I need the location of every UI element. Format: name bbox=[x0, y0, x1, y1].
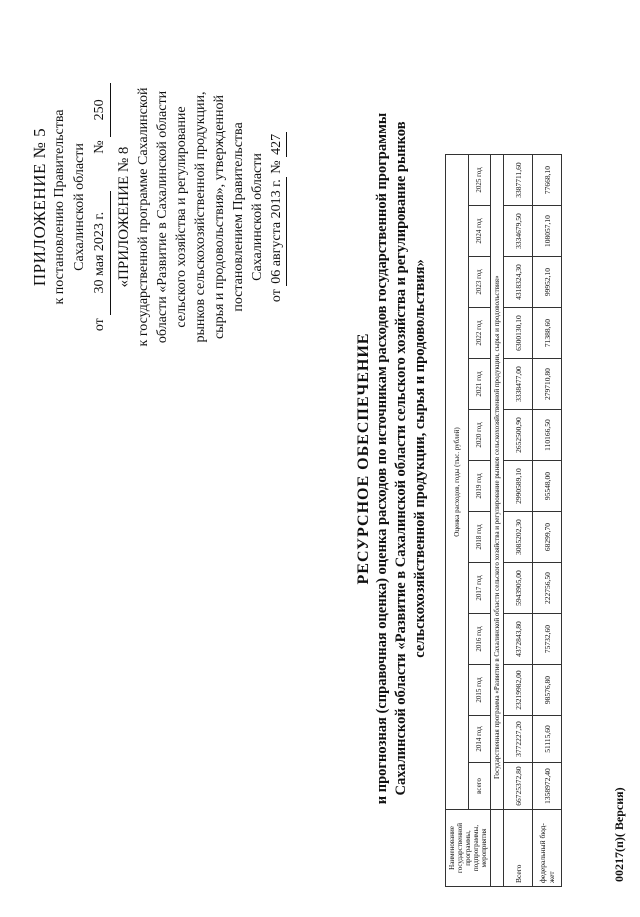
section-title: Государственная программа «Развитие в Сахалинской области сельского хозяйства и регулирование рынков сельскохозяйственной продукции, сырья и продовольствия» bbox=[491, 155, 504, 810]
appendix-from-label: от bbox=[92, 318, 107, 332]
table-cell: 108057,10 bbox=[533, 206, 562, 257]
table-cell: 3772227,20 bbox=[504, 716, 533, 763]
table-cell: 23219982,00 bbox=[504, 665, 533, 716]
table-cell: 75732,60 bbox=[533, 614, 562, 665]
col-header: 2020 год bbox=[468, 410, 491, 461]
appendix-orig-block bbox=[115, 87, 287, 347]
table-cell: 2652500,90 bbox=[504, 410, 533, 461]
heading-line3: сельскохозяйственной продукции, сырья и продовольствия» bbox=[412, 259, 428, 658]
table-cell: 3387711,60 bbox=[504, 155, 533, 206]
col-header: 2025 год bbox=[468, 155, 491, 206]
footer-version: 00217(п)( Версия) bbox=[612, 787, 626, 882]
heading-title: РЕСУРСНОЕ ОБЕСПЕЧЕНИЕ bbox=[355, 332, 372, 585]
table-row bbox=[504, 155, 533, 887]
table-cell: 71388,60 bbox=[533, 308, 562, 359]
table-cell: 110166,50 bbox=[533, 410, 562, 461]
col-header: 2018 год bbox=[468, 512, 491, 563]
table-cell: 2990589,10 bbox=[504, 461, 533, 512]
appendix-orig-date: 06 августа 2013 г. bbox=[267, 177, 287, 285]
col-header: 2021 год bbox=[468, 359, 491, 410]
appendix-number: 250 bbox=[90, 83, 111, 137]
col-header: 2019 год bbox=[468, 461, 491, 512]
table-cell: 3338477,00 bbox=[504, 359, 533, 410]
section-empty-cell bbox=[491, 810, 504, 887]
table-cell: 1358972,40 bbox=[533, 763, 562, 810]
table-cell: 5943905,00 bbox=[504, 563, 533, 614]
col-header: всего bbox=[468, 763, 491, 810]
appendix-block bbox=[30, 37, 111, 377]
appendix-num-label: № bbox=[92, 140, 107, 154]
col-header: 2014 год bbox=[468, 716, 491, 763]
row-label: федеральный бюд-жет bbox=[533, 810, 562, 887]
appendix-date: 30 мая 2023 г. bbox=[90, 191, 111, 315]
resource-table bbox=[445, 154, 562, 887]
col-header: 2023 год bbox=[468, 257, 491, 308]
appendix-orig-date-line bbox=[267, 87, 287, 347]
table-cell: 77668,10 bbox=[533, 155, 562, 206]
appendix-line2: Сахалинской области bbox=[72, 143, 87, 271]
table-cell: 51115,60 bbox=[533, 716, 562, 763]
appendix-title: ПРИЛОЖЕНИЕ № 5 bbox=[30, 127, 49, 287]
table-cell: 68299,70 bbox=[533, 512, 562, 563]
table-cell: 3085202,30 bbox=[504, 512, 533, 563]
table-cell: 4318324,30 bbox=[504, 257, 533, 308]
table-cell: 99952,10 bbox=[533, 257, 562, 308]
table-cell: 4372843,80 bbox=[504, 614, 533, 665]
table-cell: 6300130,10 bbox=[504, 308, 533, 359]
year-header-row bbox=[468, 155, 491, 887]
table-cell: 3334679,50 bbox=[504, 206, 533, 257]
heading-line2: Сахалинской области «Развитие в Сахалинской области сельского хозяйства и регулирование рынков bbox=[393, 121, 409, 796]
table-cell: 222756,50 bbox=[533, 563, 562, 614]
col-header: 2017 год bbox=[468, 563, 491, 614]
col-header: 2024 год bbox=[468, 206, 491, 257]
group-header: Оценка расходов, годы (тыс. рублей) bbox=[446, 155, 469, 810]
appendix-orig-num-label: № bbox=[269, 160, 284, 174]
appendix-line1: к постановлению Правительства bbox=[52, 109, 67, 305]
col-header: 2016 год bbox=[468, 614, 491, 665]
row-label: Всего bbox=[504, 810, 533, 887]
table-cell: 95548,00 bbox=[533, 461, 562, 512]
table-cell: 279710,80 bbox=[533, 359, 562, 410]
table-cell: 66725372,80 bbox=[504, 763, 533, 810]
document-heading bbox=[355, 0, 430, 917]
col-header: 2022 год bbox=[468, 308, 491, 359]
appendix-orig-title: «ПРИЛОЖЕНИЕ № 8 bbox=[116, 146, 132, 288]
table-row bbox=[533, 155, 562, 887]
heading-line1: и прогнозная (справочная оценка) оценка расходов по источникам расходов государственной программы bbox=[374, 112, 390, 805]
appendix-date-line bbox=[90, 37, 111, 377]
appendix-orig-number: 427 bbox=[267, 132, 287, 157]
appendix-orig-from-label: от bbox=[269, 289, 284, 303]
appendix-orig-body: к государственной программе Сахалинской области «Развитие в Сахалинской области сельского хозяйства и регулирование рынков сельскохозяйственной продукции, сырья и продовольствия», утвержденной постановлением Правительства Сахалинской области bbox=[136, 87, 265, 347]
col-header: 2015 год bbox=[468, 665, 491, 716]
name-header: Наименование государственной программы, подпрограммы, мероприятия bbox=[446, 810, 491, 887]
table-cell: 98576,80 bbox=[533, 665, 562, 716]
